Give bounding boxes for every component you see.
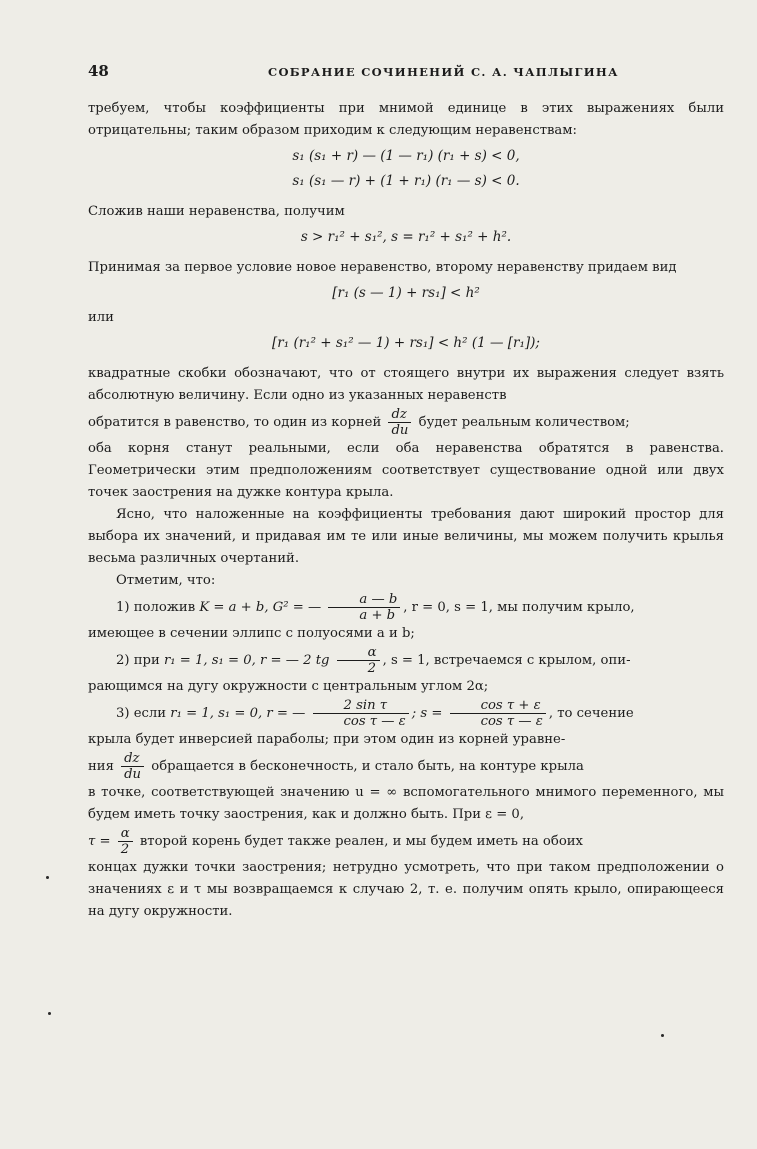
equation-condition-1: [r₁ (s — 1) + rs₁] < h² bbox=[332, 285, 480, 301]
print-speck bbox=[661, 1034, 664, 1037]
paragraph-condition: Принимая за первое условие новое неравенство, второму неравенству придаем вид bbox=[88, 260, 677, 275]
print-speck bbox=[46, 876, 49, 879]
case-2-cont: рающимся на дугу окружности с центральным углом 2α; bbox=[88, 679, 489, 694]
fraction-cos-cos: $\frac{\text{cos τ + ε}}{\text{cos τ — ε}}$ bbox=[450, 698, 546, 729]
inequality-1: s₁ (s₁ + r) — (1 — r₁) (r₁ + s) < 0, bbox=[292, 148, 520, 164]
case-3-cont-3: в точке, соответствующей значению u = ∞ вспомогательного мнимого переменного, мы будем иметь точку заострения, как и должно быть. При ε = 0, bbox=[88, 785, 724, 822]
paragraph-brackets: квадратные скобки обозначают, что от стоящего внутри их выражения следует взять абсолютную величину. Если одно из указанных неравенств bbox=[88, 366, 724, 403]
paragraph-note: Отметим, что: bbox=[116, 573, 216, 588]
case-3-cont-5: концах дужки точки заострения; нетрудно усмотреть, что при таком предположении о значениях ε и τ мы возвращаемся к случаю 2, т. е. получим опять крыло, опирающееся на дугу окружности. bbox=[88, 860, 724, 919]
paragraph-geometry: оба корня станут реальными, если оба неравенства обратятся в равенства. Геометрически этим предположениям соответствует существование одной или двух точек заострения на дужке контура крыла. bbox=[88, 441, 724, 500]
equation-sum: s > r₁² + s₁², s = r₁² + s₁² + h². bbox=[300, 229, 512, 245]
case-2: 2) при r₁ = 1, s₁ = 0, r = — 2 tg $\frac{\alpha}{2}$ , s = 1, встречаемся с крылом, опи- bbox=[116, 645, 631, 676]
fraction-dz-du-2: $\frac{dz}{du}$ bbox=[121, 751, 144, 782]
equation-condition-2: [r₁ (r₁² + s₁² — 1) + rs₁] < h² (1 — [r₁]); bbox=[272, 335, 540, 351]
case-1: 1) положив K = a + b, G² = — $\frac{a — b}{a + b}$ , r = 0, s = 1, мы получим крыло, bbox=[116, 592, 635, 623]
fraction-alpha-2: $\frac{\alpha}{2}$ bbox=[337, 645, 380, 676]
paragraph-intro: требуем, чтобы коэффициенты при мнимой единице в этих выражениях были отрицательны; таким образом приходим к следующим неравенствам: bbox=[88, 101, 724, 138]
fraction-dz-du: $\frac{dz}{du}$ bbox=[388, 407, 411, 438]
fraction-sin-cos: $\frac{\text{2 sin τ}}{\text{cos τ — ε}}$ bbox=[313, 698, 409, 729]
word-or: или bbox=[88, 310, 114, 325]
case-3-cont-1: крыла будет инверсией параболы; при этом один из корней уравне- bbox=[88, 732, 566, 747]
fraction-a-b: $\frac{a — b}{a + b}$ bbox=[328, 592, 400, 623]
case-3-cont-2: ния $\frac{dz}{du}$ обращается в бесконечность, и стало быть, на контуре крыла bbox=[88, 751, 584, 782]
print-speck bbox=[48, 1012, 51, 1015]
case-3-cont-4: τ = $\frac{\alpha}{2}$ второй корень будет также реален, и мы будем иметь на обоих bbox=[88, 826, 583, 857]
paragraph-sum: Сложив наши неравенства, получим bbox=[88, 204, 345, 219]
inequality-2: s₁ (s₁ — r) + (1 + r₁) (r₁ — s) < 0. bbox=[292, 173, 520, 189]
running-title: СОБРАНИЕ СОЧИНЕНИЙ С. А. ЧАПЛЫГИНА bbox=[268, 65, 619, 79]
case-3: 3) если r₁ = 1, s₁ = 0, r = — $\frac{\text{2 sin τ}}{\text{cos τ — ε}}$ ; s = $\frac{\text{cos τ + ε}}{\text{cos τ — ε}}$ , то сечение bbox=[116, 698, 634, 729]
fraction-alpha-2b: $\frac{\alpha}{2}$ bbox=[118, 826, 133, 857]
page-number: 48 bbox=[88, 62, 109, 80]
paragraph-freedom: Ясно, что наложенные на коэффициенты требования дают широкий простор для выбора их значений, и придавая им те или иные величины, мы можем получить крылья весьма различных очертаний. bbox=[88, 507, 724, 566]
case-1-cont: имеющее в сечении эллипс с полуосями a и b; bbox=[88, 626, 415, 641]
body-text bbox=[88, 98, 724, 923]
paragraph-roots-line: обратится в равенство, то один из корней $\frac{dz}{du}$ будет реальным количеством; bbox=[88, 407, 630, 438]
page-header bbox=[88, 62, 697, 82]
